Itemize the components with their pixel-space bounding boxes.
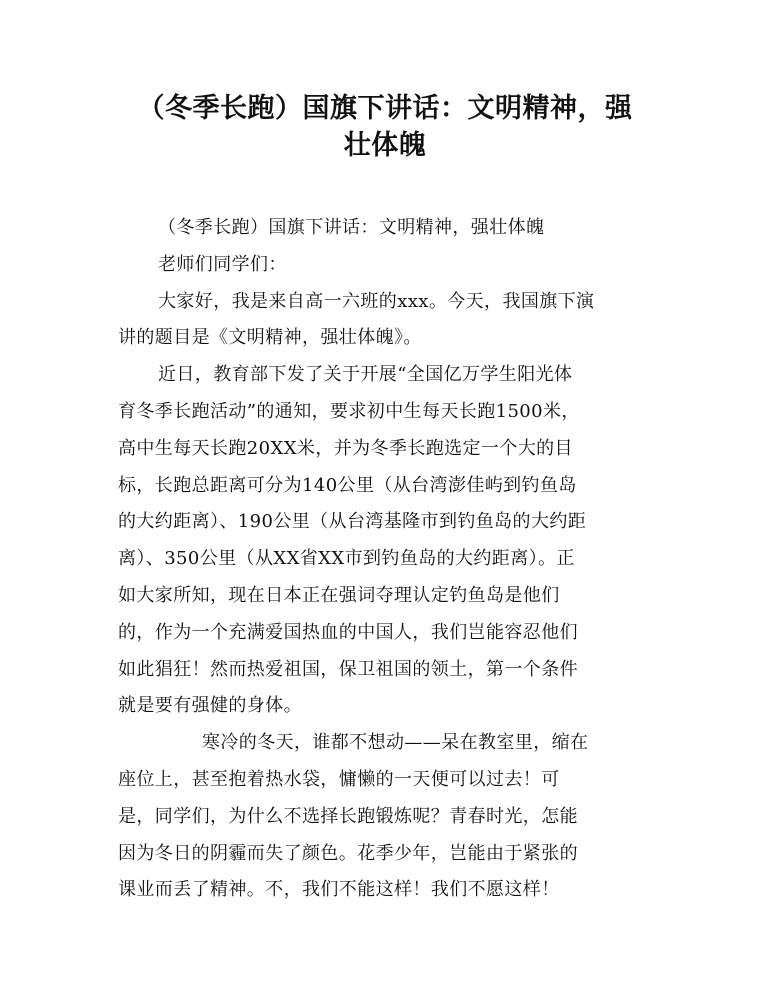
paragraph-line: 如大家所知，现在日本正在强词夺理认定钓鱼岛是他们 — [118, 584, 560, 606]
paragraph-line: 的大约距离）、190公里（从台湾基隆市到钓鱼岛的大约距 — [118, 511, 587, 533]
salutation-line: 老师们同学们： — [158, 253, 287, 275]
title-line: 壮体魄 — [343, 129, 427, 161]
paragraph-line: 就是要有强健的身体。 — [118, 695, 302, 717]
paragraph-line: 的，作为一个充满爱国热血的中国人，我们岂能容忍他们 — [118, 621, 578, 643]
paragraph-line: 标，长跑总距离可分为140公里（从台湾澎佳屿到钓鱼岛 — [118, 474, 577, 496]
paragraph-line: 因为冬日的阴霾而失了颜色。花季少年，岂能由于紧张的 — [118, 842, 578, 864]
paragraph-line: 大家好，我是来自高一六班的xxx。今天，我国旗下演 — [158, 290, 595, 312]
paragraph-line: 课业而丢了精神。不，我们不能这样！我们不愿这样！ — [118, 879, 560, 901]
paragraph-line: 寒冷的冬天，谁都不想动——呆在教室里，缩在 — [202, 732, 589, 754]
paragraph-line: 近日，教育部下发了关于开展“全国亿万学生阳光体 — [158, 364, 573, 386]
paragraph-line: 是，同学们，为什么不选择长跑锻炼呢？青春时光，怎能 — [118, 805, 578, 827]
paragraph-line: 离）、350公里（从XX省XX市到钓鱼岛的大约距离）。正 — [118, 548, 575, 570]
document-body — [118, 210, 663, 909]
title-line: （冬季长跑）国旗下讲话：文明精神，强 — [137, 93, 633, 124]
paragraph-line: 讲的题目是《文明精神，强壮体魄》。 — [118, 327, 422, 349]
paragraph-line: 如此猖狂！然而热爱祖国，保卫祖国的领土，第一个条件 — [118, 658, 578, 680]
paragraph-line: 育冬季长跑活动”的通知，要求初中生每天长跑1500米， — [118, 400, 580, 422]
paragraph-line: 高中生每天长跑20XX米，并为冬季长跑选定一个大的目 — [118, 437, 573, 459]
paragraph-line: 座位上，甚至抱着热水袋，慵懒的一天便可以过去！可 — [118, 768, 560, 790]
subtitle-line: （冬季长跑）国旗下讲话：文明精神，强壮体魄 — [158, 217, 545, 238]
document-title — [100, 88, 670, 162]
